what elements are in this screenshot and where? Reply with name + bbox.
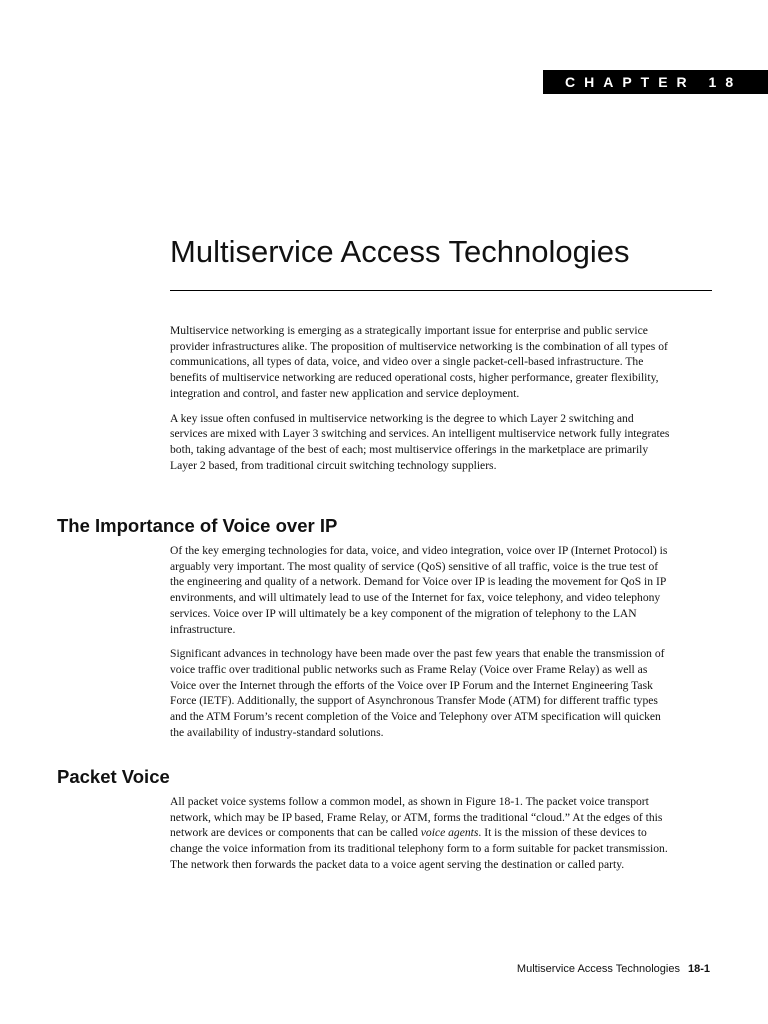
- packet-voice-section-text: [170, 794, 670, 882]
- voip-paragraph-2: Significant advances in technology have been made over the past few years that enable the transmission of voice traffic over traditional public networks such as Frame Relay (Voice over Frame Relay) as well as Voice over the Internet through the efforts of the Voice over IP Forum and the Internet Engineering Task Force (IETF). Additionally, the support of Asynchronous Transfer Mode (ATM) for different traffic types and the ATM Forum’s recent completion of the Voice and Telephony over ATM specification will quicken the availability of industry-standard solutions.: [170, 647, 665, 739]
- page-number: 18-1: [687, 963, 710, 975]
- intro-paragraph-2: A key issue often confused in multiservice networking is the degree to which Layer 2 switching and services are mixed with Layer 3 switching and services. An intelligent multiservice network fully integrates both, taking advantage of the best of each; most multiservice offerings in the marketplace are primarily Layer 2 based, from traditional circuit switching technology suppliers.: [170, 411, 670, 472]
- section-heading-packet-voice: Packet Voice: [57, 766, 170, 787]
- intro-paragraph-1: Multiservice networking is emerging as a strategically important issue for enterprise and public service provider infrastructures alike. The proposition of multiservice networking is the combination of all types of communications, all types of data, voice, and video over a single packet-cell-based infrastructure. The benefits of multiservice networking are reduced operational costs, higher performance, greater flexibility, integration and control, and faster new application and service deployment.: [170, 324, 668, 400]
- voip-section-text: [170, 543, 670, 749]
- voice-agents-term: voice agents: [420, 826, 479, 840]
- packet-voice-text-end: . It is the mission of these devices to change the voice information from its traditional telephony form to a form suitable for packet transmission. The network then forwards the packet data to a voice agent serving the destination or called party.: [170, 826, 668, 871]
- intro-text: [170, 323, 670, 482]
- section-heading-voip: The Importance of Voice over IP: [57, 515, 338, 536]
- title-divider: [170, 290, 712, 291]
- chapter-label: CHAPTER 18: [543, 70, 768, 94]
- packet-voice-paragraph-1: [170, 794, 670, 873]
- packet-voice-text-start: All packet voice systems follow a common model, as shown in Figure 18-1. The packet voice transport network, which may be IP based, Frame Relay, or ATM, forms the traditional “cloud.” At the edges of this network are devices or components that can be called: [170, 795, 663, 840]
- page-title: Multiservice Access Technologies: [170, 234, 630, 269]
- footer-title: Multiservice Access Technologies: [516, 963, 680, 975]
- page-footer: [517, 962, 710, 976]
- voip-paragraph-1: Of the key emerging technologies for data, voice, and video integration, voice over IP (Internet Protocol) is arguably very important. The most quality of service (QoS) sensitive of all traffic, voice is the true test of the engineering and quality of a network. Demand for Voice over IP is leading the movement for QoS in IP environments, and will ultimately lead to use of the Internet for fax, voice telephony, and video telephony services. Voice over IP will ultimately be a key component of the migration of telephony to the LAN infrastructure.: [170, 544, 668, 636]
